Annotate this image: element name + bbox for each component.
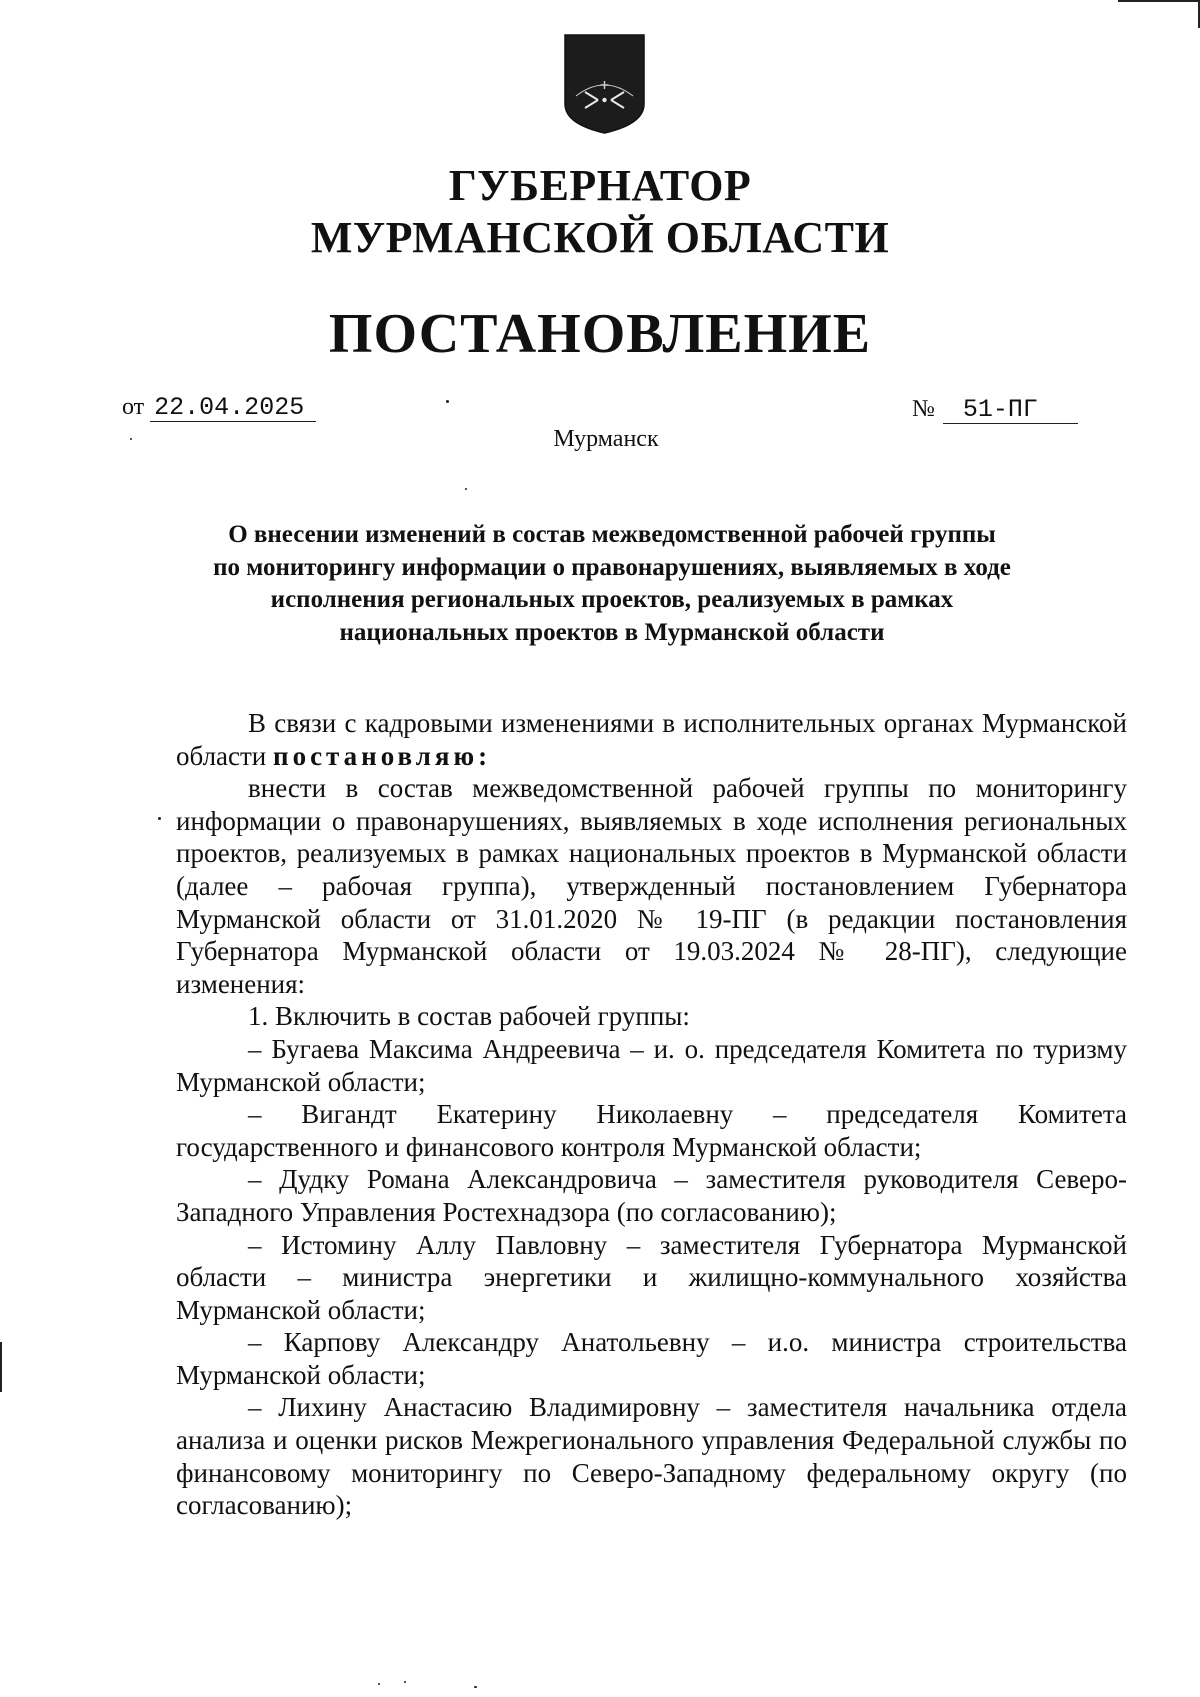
member-item: – Истомину Аллу Павловну – заместителя Губернатора Мурманской области – министра энергетики и жилищно-коммунального хозяйства Мурманской области; xyxy=(176,1229,1127,1325)
member-item: – Дудку Романа Александровича – заместителя руководителя Северо-Западного Управления Ростехнадзора (по согласованию); xyxy=(176,1164,1127,1227)
document-type-title: ПОСТАНОВЛЕНИЕ xyxy=(328,303,872,365)
subject-line: исполнения региональных проектов, реализуемых в рамках xyxy=(270,586,954,613)
issuer-title-line1: ГУБЕРНАТОР xyxy=(448,161,752,210)
scan-edge-mark xyxy=(1118,0,1198,2)
date-prefix: от xyxy=(122,394,145,420)
document-date xyxy=(122,393,316,422)
date-value: 22.04.2025 xyxy=(150,395,316,422)
scan-speck xyxy=(158,817,161,820)
scan-speck xyxy=(378,1683,380,1685)
scan-speck xyxy=(130,438,132,440)
document-subject xyxy=(150,519,1074,649)
member-item: – Бугаева Максима Андреевича – и. о. председателя Комитета по туризму Мурманской области; xyxy=(176,1033,1127,1097)
member-item: – Вигандт Екатерину Николаевну – председателя Комитета государственного и финансового контроля Мурманской области; xyxy=(176,1099,1127,1162)
document-place: Мурманск xyxy=(553,426,659,452)
scan-speck xyxy=(404,1681,406,1683)
number-value: 51-ПГ xyxy=(943,397,1078,424)
number-prefix: № xyxy=(912,396,935,422)
issuer-title-line2: МУРМАНСКОЙ ОБЛАСТИ xyxy=(310,213,890,262)
scan-speck xyxy=(446,400,449,403)
subject-line: О внесении изменений в состав межведомственной рабочей группы xyxy=(228,521,996,548)
member-item: – Лихину Анастасию Владимировну – заместителя начальника отдела анализа и оценки рисков Межрегионального управления Федеральной службы по финансовому мониторингу по Северо-Западному федеральному округу (по согласованию); xyxy=(176,1392,1127,1521)
subject-line: по мониторингу информации о правонарушениях, выявляемых в ходе xyxy=(213,553,1011,581)
scan-speck xyxy=(465,488,467,490)
intro-paragraph xyxy=(176,707,1127,772)
resolve-word: постановляю: xyxy=(273,740,492,771)
member-item: – Карпову Александру Анатольевну – и.о. министра строительства Мурманской области; xyxy=(176,1327,1127,1390)
item-1-heading: 1. Включить в состав рабочей группы: xyxy=(248,1001,690,1032)
scan-edge-mark xyxy=(0,1342,2,1392)
subject-line: национальных проектов в Мурманской области xyxy=(339,618,885,646)
document-body xyxy=(176,707,1127,1522)
intro-text: В связи с кадровыми изменениями в исполнительных органах Мурманской области xyxy=(176,708,1127,771)
document-number xyxy=(912,395,1078,424)
main-paragraph: внести в состав межведомственной рабочей группы по мониторингу информации о правонарушениях, выявляемых в ходе исполнения региональных проектов, реализуемых в рамках национальных проектов в Мурманской области (далее – рабочая группа), утвержденный постановлением Губернатора Мурманской области от 31.01.2020 № 19-ПГ (в редакции постановления Губернатора Мурманской области от 19.03.2024 № 28-ПГ), следующие изменения: xyxy=(176,773,1127,999)
scan-speck xyxy=(474,1686,477,1688)
coat-of-arms-emblem xyxy=(564,34,645,134)
